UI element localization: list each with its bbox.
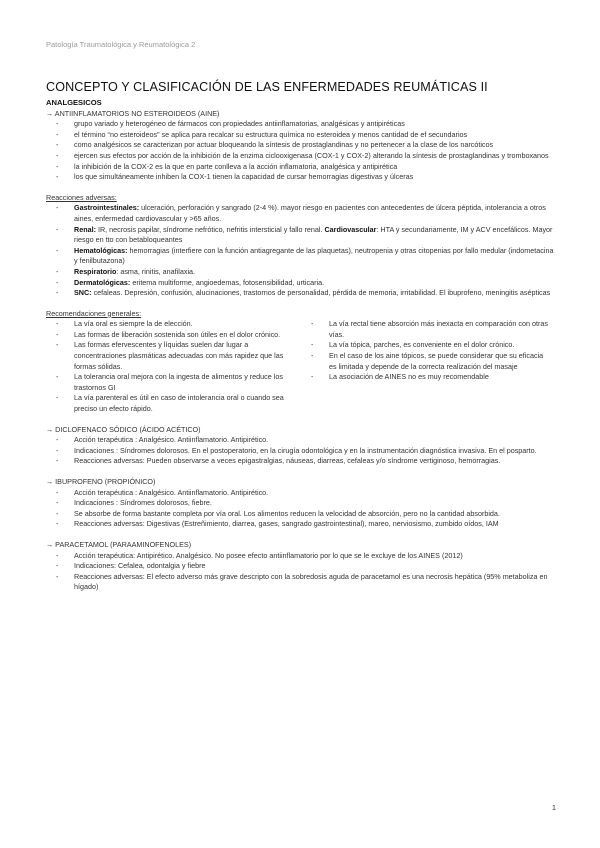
recommendations-right-column: [301, 319, 556, 414]
list-item: - Indicaciones : Síndromes dolorosos. En el postoperatorio, en la cirugía odontológica y en la instrumentación diagnóstica invasiva. En el posparto.: [74, 446, 556, 457]
adverse-label: Dermatológicas:: [74, 277, 131, 287]
list-item: - el término “no esteroideos” se aplica para recalcar su estructura química no esteroidea y menos cantidad de ef secundarios: [74, 130, 556, 141]
section-subtitle: ANALGESICOS: [46, 98, 102, 107]
ibuprofeno-list: [46, 488, 556, 530]
list-item: - Acción terapéutica : Analgésico. Antiinflamatorio. Antipirético.: [74, 488, 556, 499]
diclofenaco-heading: → DICLOFENACO SÓDICO (ÁCIDO ACÉTICO): [46, 424, 201, 434]
list-item: [74, 267, 556, 278]
list-item: - La vía parenteral es útil en caso de intolerancia oral o cuando sea preciso un efecto rápido.: [74, 393, 293, 414]
aines-heading: → ANTIINFLAMATORIOS NO ESTEROIDEOS (AINE): [46, 108, 220, 118]
list-item: - ejercen sus efectos por acción de la inhibición de la enzima ciclooxigenasa (COX-1 y COX-2) alterando la síntesis de prostaglandinas y tromboxanos: [74, 151, 556, 162]
adverse-text: : asma, rinitis, anafilaxia.: [116, 266, 196, 276]
page-title: CONCEPTO Y CLASIFICACIÓN DE LAS ENFERMEDADES REUMÁTICAS II: [46, 80, 488, 94]
page-content: [46, 80, 556, 593]
adverse-text: : HTA y secundariamente, IM y ACV encefálicos. Mayor riesgo en tto con betabloqueantes: [74, 224, 553, 245]
list-item: - La vía oral es siempre la de elección.: [74, 319, 293, 330]
adverse-text: cefaleas. Depresión, confusión, alucinaciones, trastornos de personalidad, pérdida de memoria, irritabilidad. El ibuprofeno, meningitis asépticas: [91, 288, 551, 298]
recommendations-left-column: [46, 319, 301, 414]
adverse-label: Renal:: [74, 224, 96, 234]
running-header: Patología Traumatológica y Reumatológica 2: [46, 40, 196, 49]
list-item: - Reacciones adversas: El efecto adverso más grave descripto con la sobredosis aguda de paracetamol es una necrosis hepática (95% metaboliza en hígado): [74, 572, 556, 593]
adverse-label: Gastrointestinales:: [74, 203, 140, 213]
list-item: - La vía tópica, parches, es conveniente en el dolor crónico.: [329, 340, 548, 351]
list-item: - En el caso de los aine tópicos, se puede considerar que su eficacia es limitada y depende de la correcta realización del masaje: [329, 351, 548, 372]
list-item: - grupo variado y heterogéneo de fármacos con propiedades antiinflamatorias, analgésicas y antipiréticas: [74, 119, 556, 130]
adverse-list: [46, 203, 556, 298]
paracetamol-list: [46, 551, 556, 593]
adverse-text: ulceración, perforación y sangrado (2-4 %). mayor riesgo en pacientes con antecedentes de úlcera péptida, intolerancia a otros aines, enfermedad cardiovascular y >65 años.: [74, 203, 546, 223]
list-item: - La asociación de AINES no es muy recomendable: [329, 372, 548, 383]
diclofenaco-list: [46, 435, 556, 467]
list-item: - Reacciones adversas: Digestivas (Estreñimiento, diarrea, gases, sangrado gastrointestinal), mareo, nerviosismo, zumbido oídos, IAM: [74, 519, 556, 530]
recommendations-heading: Recomendaciones generales:: [46, 308, 142, 318]
recommendations-right-list: [301, 319, 556, 383]
aines-list: [46, 119, 556, 183]
paracetamol-heading: → PARACETAMOL (PARAAMINOFENOLES): [46, 539, 192, 549]
list-item: [74, 288, 556, 299]
adverse-text: hemorragias (interfiere con la función antiagregante de las plaquetas), neutropenia y otras citopenias por fallo medular (indometacina y fenilbutazona): [74, 245, 554, 266]
list-item: - la inhibición de la COX-2 es la que en parte conlleva a la acción inflamatoria, analgésica y antipirética: [74, 162, 556, 173]
list-item: - Las formas de liberación sostenida son útiles en el dolor crónico.: [74, 330, 293, 341]
list-item: - como analgésicos se caracterizan por actuar bloqueando la síntesis de prostaglandinas y no pertenecer a la clase de los narcóticos: [74, 140, 556, 151]
list-item: [74, 225, 556, 246]
adverse-label: Hematológicas:: [74, 245, 128, 255]
list-item: - Acción terapéutica: Antipirético. Analgésico. No posee efecto antiinflamatorio por lo que se le excluye de los AINES (2012): [74, 551, 556, 562]
list-item: - La vía rectal tiene absorción más inexacta en comparación con otras vías.: [329, 319, 548, 340]
adverse-label: SNC:: [74, 288, 92, 298]
list-item: - los que simultáneamente inhiben la COX-1 tienen la capacidad de cursar hemorragias digestivas y úlceras: [74, 172, 556, 183]
adverse-label: Cardiovascular: [324, 224, 377, 234]
list-item: [74, 278, 556, 289]
list-item: - Indicaciones: Cefalea, odontalgia y fiebre: [74, 561, 556, 572]
adverse-text: eritema multiforme, angioedemas, fotosensibilidad, urticaria.: [130, 277, 325, 287]
adverse-heading: Reacciones adversas:: [46, 192, 117, 202]
adverse-text: IR, necrosis papilar, síndrome nefrótico, nefritis intersticial y fallo renal.: [95, 224, 325, 234]
list-item: - Las formas efervescentes y líquidas suelen dar lugar a concentraciones plasmáticas adecuadas con más rapidez que las formas sólidas.: [74, 340, 293, 372]
list-item: [74, 246, 556, 267]
list-item: - Indicaciones : Síndromes dolorosos, fiebre.: [74, 498, 556, 509]
page-number: 1: [551, 803, 556, 812]
list-item: - La tolerancia oral mejora con la ingesta de alimentos y reduce los trastornos GI: [74, 372, 293, 393]
list-item: [74, 203, 556, 224]
adverse-label: Respiratorio: [74, 266, 117, 276]
recommendations-left-list: [46, 319, 301, 414]
recommendations-columns: [46, 319, 556, 414]
list-item: - Acción terapéutica : Analgésico. Antiinflamatorio. Antipirético.: [74, 435, 556, 446]
list-item: - Se absorbe de forma bastante completa por vía oral. Los alimentos reducen la velocidad de absorción, pero no la cantidad absorbida.: [74, 509, 556, 520]
ibuprofeno-heading: → IBUPROFENO (PROPIÓNICO): [46, 477, 156, 486]
list-item: - Reacciones adversas: Pueden observarse a veces epigastralgias, náuseas, diarreas, cefaleas y/o síndrome vertiginoso, hemorragias.: [74, 456, 556, 467]
